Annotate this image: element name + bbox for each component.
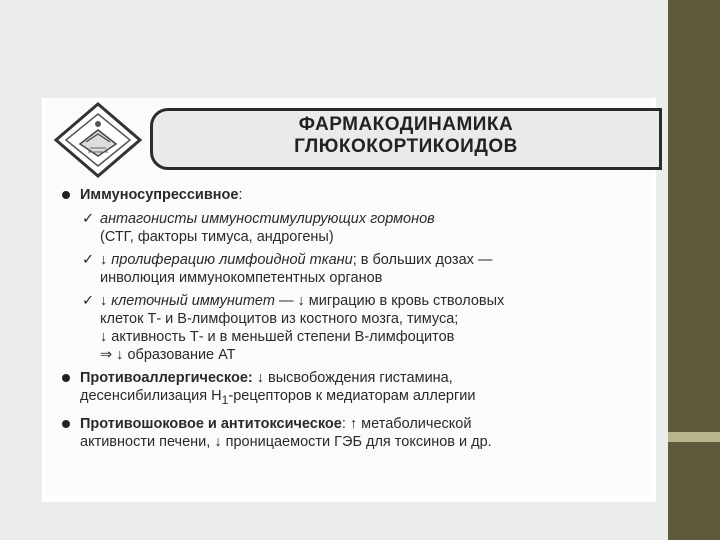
sub-item-proliferation bbox=[58, 251, 658, 287]
italic-phrase: пролиферацию лимфоидной ткани bbox=[111, 252, 353, 268]
sub-line-rest: — ↓ миграцию в кровь стволовых bbox=[274, 293, 505, 309]
title-line-2: ГЛЮКОКОРТИКОИДОВ bbox=[294, 136, 518, 157]
sub-line: ⇒ ↓ образование АТ bbox=[100, 347, 236, 363]
item-line: десенсибилизация Н bbox=[80, 388, 222, 404]
scanned-page bbox=[46, 98, 652, 496]
item-line-rest: ↓ высвобождения гистамина, bbox=[252, 370, 453, 386]
down-arrow-icon: ↓ bbox=[100, 293, 108, 309]
bullet-icon bbox=[62, 420, 70, 428]
down-arrow-icon: ↓ bbox=[100, 252, 108, 268]
sub-item-cellular-immunity bbox=[58, 292, 658, 364]
textbook-logo-icon bbox=[52, 100, 144, 178]
italic-phrase: клеточный иммунитет bbox=[111, 293, 275, 309]
item-line: -рецепторов к медиаторам аллергии bbox=[228, 388, 476, 404]
item-heading: Противошоковое и антитоксическое bbox=[80, 415, 342, 432]
list-item-antishock bbox=[58, 415, 658, 451]
page-title bbox=[156, 114, 656, 158]
bullet-icon bbox=[62, 374, 70, 382]
list-item-immunosuppressive bbox=[58, 186, 658, 204]
item-line-rest: : ↑ метаболической bbox=[341, 415, 472, 432]
checkmark-icon: ✓ bbox=[82, 252, 95, 268]
checkmark-icon: ✓ bbox=[82, 293, 95, 309]
sub-line-rest: ; в больших дозах — bbox=[352, 252, 493, 268]
side-accent-stripe bbox=[668, 432, 720, 442]
item-line: активности печени, ↓ проницаемости ГЭБ для токсинов и др. bbox=[80, 433, 492, 450]
item-heading: Иммуносупрессивное bbox=[80, 187, 239, 203]
checkmark-icon: ✓ bbox=[82, 211, 95, 227]
sub-line: клеток Т- и В-лимфоцитов из костного мозга, тимуса; bbox=[100, 311, 459, 327]
content-list bbox=[58, 186, 658, 457]
sub-line: ↓ активность Т- и в меньшей степени В-лимфоцитов bbox=[100, 329, 455, 345]
sub-item-antagonists bbox=[58, 210, 658, 246]
subscript: 1 bbox=[221, 392, 229, 407]
bullet-icon bbox=[62, 191, 70, 199]
item-heading: Противоаллергическое: bbox=[80, 370, 253, 386]
slide-content bbox=[42, 98, 656, 502]
side-band bbox=[668, 0, 720, 540]
sub-line: антагонисты иммуностимулирующих гормонов bbox=[100, 211, 435, 227]
sub-line: инволюция иммунокомпетентных органов bbox=[100, 270, 383, 286]
heading-colon: : bbox=[238, 187, 243, 203]
list-item-antiallergic bbox=[58, 369, 658, 409]
sub-line: (СТГ, факторы тимуса, андрогены) bbox=[100, 229, 334, 245]
title-line-1: ФАРМАКОДИНАМИКА bbox=[298, 114, 514, 135]
